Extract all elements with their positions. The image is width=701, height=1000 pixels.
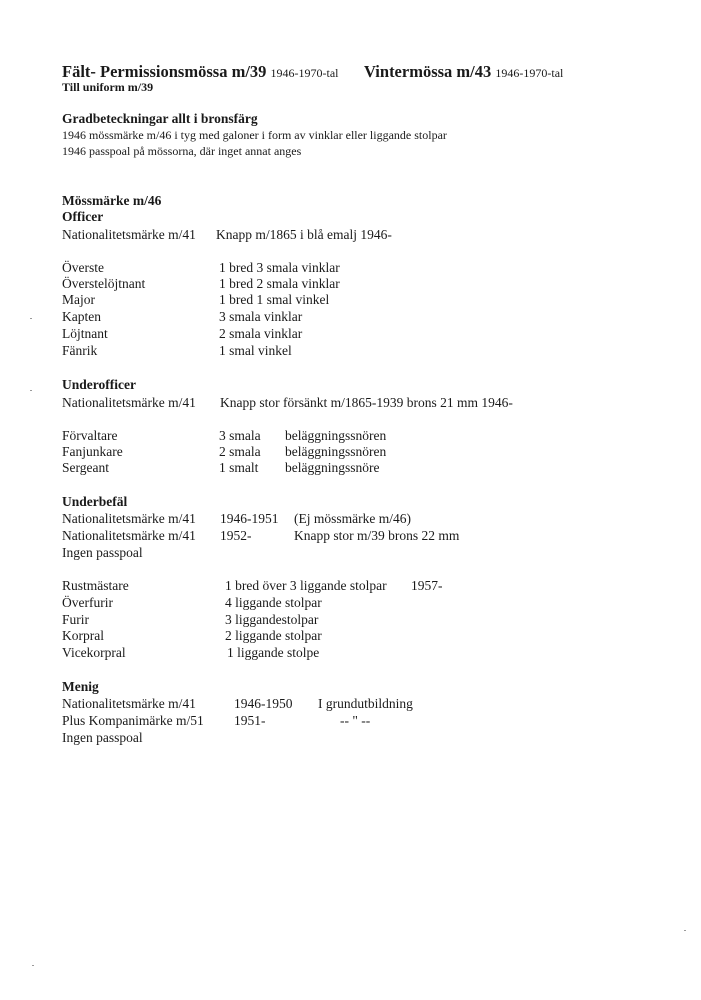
list-item [0, 428, 701, 445]
list-item [0, 444, 701, 461]
rank-desc: 1 bred 3 smala vinklar [219, 260, 340, 275]
rank-count: 2 smala [219, 444, 261, 459]
scan-speck [30, 318, 32, 319]
line-period: 1952- [220, 528, 252, 543]
rank-name: Vicekorpral [62, 645, 126, 660]
underofficer-insignia: Nationalitetsmärke m/41 [62, 395, 196, 410]
list-item [0, 326, 701, 343]
line-label: Nationalitetsmärke m/41 [62, 696, 196, 711]
rank-desc: 1 smal vinkel [219, 343, 292, 358]
rank-desc: 1 bred 1 smal vinkel [219, 292, 330, 307]
rank-desc: 3 smala vinklar [219, 309, 303, 324]
rank-name: Rustmästare [62, 578, 129, 593]
underbefal-heading: Underbefäl [62, 494, 128, 509]
intro-heading: Gradbeteckningar allt i bronsfärg [62, 111, 258, 126]
rank-name: Överste [62, 260, 104, 275]
title-left-period: 1946-1970-tal [270, 66, 339, 80]
line-label: Plus Kompanimärke m/51 [62, 713, 204, 728]
rank-name: Korpral [62, 628, 104, 643]
line-note: (Ej mössmärke m/46) [294, 511, 411, 526]
scan-speck [684, 930, 686, 931]
officer-heading-1: Mössmärke m/46 [62, 193, 162, 208]
rank-name: Furir [62, 612, 89, 627]
rank-desc: 2 smala vinklar [219, 326, 303, 341]
menig-line-2 [0, 713, 701, 730]
underofficer-button: Knapp stor försänkt m/1865-1939 brons 21 mm 1946- [220, 395, 513, 410]
rank-name: Fanjunkare [62, 444, 123, 459]
list-item [0, 595, 701, 612]
rank-name: Kapten [62, 309, 101, 324]
title-left [62, 62, 339, 82]
title-right-text: Vintermössa m/43 [364, 62, 492, 81]
list-item [0, 309, 701, 326]
list-item [0, 628, 701, 645]
intro-line-1: 1946 mössmärke m/46 i tyg med galoner i form av vinklar eller liggande stolpar [62, 128, 447, 142]
list-item [0, 292, 701, 309]
title-right [364, 62, 563, 82]
list-item [0, 260, 701, 277]
rank-name: Sergeant [62, 460, 109, 475]
list-item [0, 343, 701, 360]
rank-count: 3 smala [219, 428, 261, 443]
rank-desc: 2 liggande stolpar [225, 628, 322, 643]
officer-insignia: Nationalitetsmärke m/41 [62, 227, 196, 242]
list-item [0, 612, 701, 629]
underbefal-line-3: Ingen passpoal [62, 545, 143, 560]
line-label: Nationalitetsmärke m/41 [62, 528, 196, 543]
rank-extra: 1957- [411, 578, 443, 593]
rank-name: Överstelöjtnant [62, 276, 146, 291]
menig-line-1 [0, 696, 701, 713]
line-note: I grundutbildning [318, 696, 413, 711]
list-item [0, 276, 701, 293]
rank-name: Överfurir [62, 595, 113, 610]
title-left-text: Fält- Permissionsmössa m/39 [62, 62, 267, 81]
underbefal-line-1 [0, 511, 701, 528]
scan-speck [32, 965, 34, 966]
scan-speck [30, 390, 32, 391]
underofficer-heading: Underofficer [62, 377, 136, 392]
rank-name: Major [62, 292, 95, 307]
rank-desc: beläggningssnöre [285, 460, 380, 475]
line-note: Knapp stor m/39 brons 22 mm [294, 528, 460, 543]
officer-button: Knapp m/1865 i blå emalj 1946- [216, 227, 392, 242]
list-item [0, 460, 701, 477]
rank-desc: 1 bred 2 smala vinklar [219, 276, 340, 291]
rank-desc: 1 bred över 3 liggande stolpar [225, 578, 387, 593]
menig-line-3: Ingen passpoal [62, 730, 143, 745]
intro-line-2: 1946 passpoal på mössorna, där inget annat anges [62, 144, 302, 158]
rank-name: Förvaltare [62, 428, 118, 443]
underbefal-line-2 [0, 528, 701, 545]
list-item [0, 645, 701, 662]
list-item [0, 578, 701, 595]
line-period: 1951- [234, 713, 266, 728]
rank-desc: beläggningssnören [285, 444, 387, 459]
rank-name: Löjtnant [62, 326, 108, 341]
line-note: -- " -- [340, 713, 371, 728]
title-right-period: 1946-1970-tal [495, 66, 564, 80]
rank-desc: 1 liggande stolpe [227, 645, 320, 660]
rank-name: Fänrik [62, 343, 98, 358]
line-label: Nationalitetsmärke m/41 [62, 511, 196, 526]
line-period: 1946-1950 [234, 696, 293, 711]
subtitle: Till uniform m/39 [62, 80, 154, 94]
officer-heading-2: Officer [62, 209, 104, 224]
rank-desc: 4 liggande stolpar [225, 595, 322, 610]
rank-desc: beläggningssnören [285, 428, 387, 443]
rank-count: 1 smalt [219, 460, 259, 475]
rank-desc: 3 liggandestolpar [225, 612, 319, 627]
menig-heading: Menig [62, 679, 99, 694]
line-period: 1946-1951 [220, 511, 279, 526]
